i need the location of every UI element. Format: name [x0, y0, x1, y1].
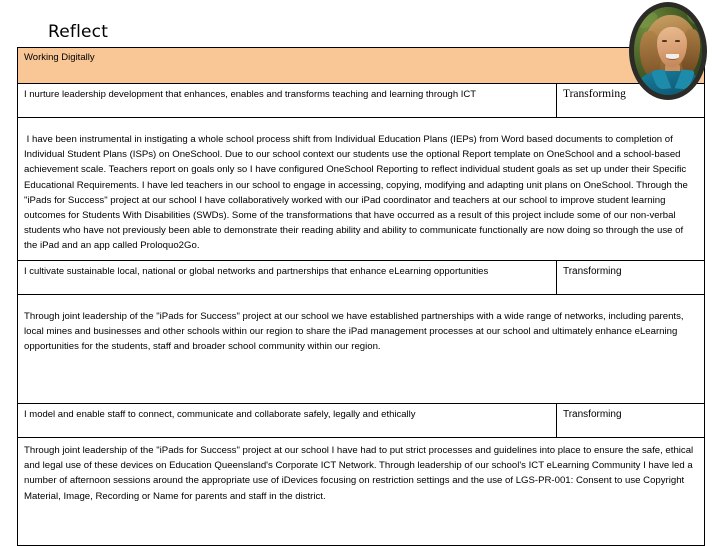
table-row: [18, 438, 705, 546]
status-badge: Transforming: [562, 88, 626, 100]
statement-cell-3: [18, 404, 557, 438]
rating-cell-2: [556, 261, 704, 295]
table-row: [18, 404, 705, 438]
statement-text: I model and enable staff to connect, communicate and collaborate safely, legally and ethically: [24, 409, 416, 420]
body-text: I have been instrumental in instigating a whole school process shift from Individual Education Plans (IEPs) from Word based documents to completion of Individual Student Plans (ISPs) on OneSchool. Due to our school context our students use the optional Report template on OneSchool and a school-based achievement scale. Teachers report on goals only so I have configured OneSchool Reporting to reflect individual student goals as set up under their Specific Educational Requirements. I have led teachers in our school to engage in accessing, copying, modifying and adapting unit plans on OneSchool. Through the "iPads for Success" project at our school I have collaboratively worked with our iPad coordinator and teachers at our school to improve student learning outcomes for Students With Disabilities (SWDs). Some of the transformations that have occurred as a result of this project include some of our non-verbal students who have not previously been able to demonstrate their reading ability and ability to communicate functionally are now doing so through the use of the iPad and an app called Proloquo2Go.: [24, 134, 691, 252]
statement-text: I nurture leadership development that enhances, enables and transforms teaching and learning through ICT: [24, 89, 477, 100]
body-cell-2: [18, 295, 705, 404]
rating-cell-3: [556, 404, 704, 438]
band-label: Working Digitally: [24, 52, 95, 63]
table-row-band: [18, 48, 705, 84]
teacher-portrait-photo: [629, 2, 707, 100]
statement-text: I cultivate sustainable local, national or global networks and partnerships that enhance eLearning opportunities: [24, 266, 489, 277]
statement-cell-1: [18, 84, 557, 118]
body-text: Through joint leadership of the "iPads for Success" project at our school we have established partnerships with a wide range of networks, including parents, local mines and businesses and other schools within our region to share the iPad management processes at our school and ultimately enhance eLearning opportunities for the students, staff and broader school community within our region.: [24, 311, 687, 353]
body-cell-1: [18, 118, 705, 261]
table-row: [18, 84, 705, 118]
body-cell-3: [18, 438, 705, 546]
eye-shape: [662, 40, 667, 42]
smile-shape: [666, 54, 679, 60]
page-title: Reflect: [48, 22, 109, 42]
eye-shape: [675, 40, 680, 42]
status-badge: Transforming: [562, 266, 622, 277]
table-row: [18, 118, 705, 261]
reflect-table: [17, 47, 705, 546]
table-row: [18, 261, 705, 295]
working-digitally-band: [18, 48, 705, 84]
body-text: Through joint leadership of the "iPads for Success" project at our school I have had to put strict processes and guidelines into place to ensure the safe, ethical and legal use of these devices on Education Queensland's Corporate ICT Network. Through leadership of our school's ICT eLearning Community I have led a number of afternoon sessions around the appropriate use of iDevices focusing on restriction settings and the use of LGS-PR-001: Consent to use Copyright Material, Image, Recording or Name for parents and staff in the district.: [24, 445, 696, 502]
statement-cell-2: [18, 261, 557, 295]
table-row: [18, 295, 705, 404]
status-badge: Transforming: [562, 409, 622, 420]
